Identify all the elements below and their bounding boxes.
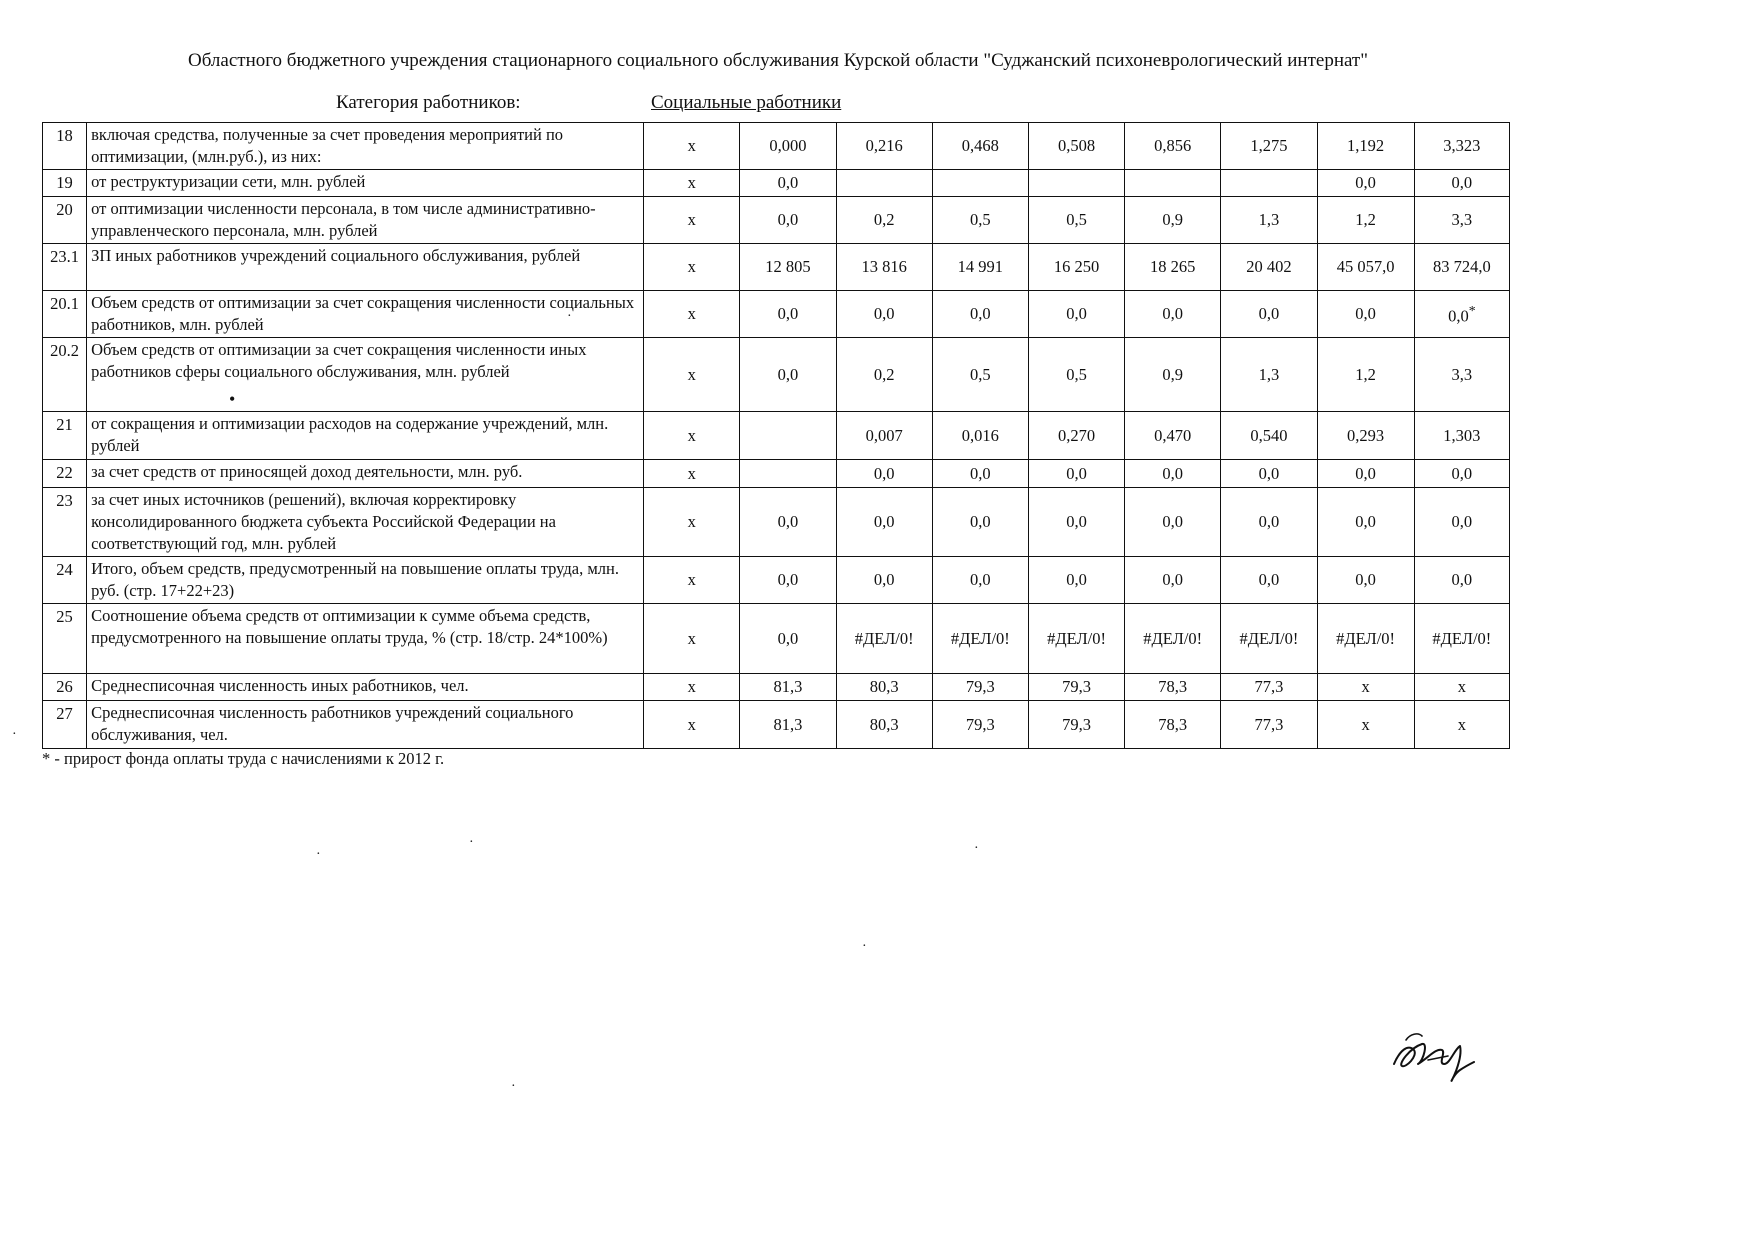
- cell-value: 80,3: [836, 674, 932, 701]
- cell-value: 0,0: [1125, 291, 1221, 338]
- cell-value: 0,016: [932, 412, 1028, 460]
- cell-value: 0,0: [740, 557, 836, 604]
- cell-value: #ДЕЛ/0!: [1125, 604, 1221, 674]
- row-number: 20.2: [43, 338, 87, 412]
- cell-value: 1,3: [1221, 338, 1317, 412]
- category-label: Категория работников:: [336, 92, 521, 113]
- report-table: [42, 122, 1510, 749]
- cell-value: 0,5: [1028, 338, 1124, 412]
- cell-value: 45 057,0: [1317, 244, 1414, 291]
- cell-value: 0,0: [1028, 460, 1124, 488]
- row-description: Среднесписочная численность иных работников, чел.: [87, 674, 644, 701]
- cell-value: 0,0: [1221, 291, 1317, 338]
- table-row: [43, 244, 1510, 291]
- cell-value: 0,5: [932, 197, 1028, 244]
- cell-value: 16 250: [1028, 244, 1124, 291]
- cell-value: 77,3: [1221, 674, 1317, 701]
- cell-value: 0,0: [932, 460, 1028, 488]
- cell-value: 0,0: [1414, 170, 1509, 197]
- cell-value: 0,0: [1317, 557, 1414, 604]
- cell-value: 78,3: [1125, 674, 1221, 701]
- cell-value: 0,0: [1221, 460, 1317, 488]
- cell-value: #ДЕЛ/0!: [932, 604, 1028, 674]
- table-row: [43, 460, 1510, 488]
- cell-value: х: [1317, 674, 1414, 701]
- cell-value: 0,856: [1125, 123, 1221, 170]
- cell-value: 0,0: [1028, 488, 1124, 557]
- row-description: ЗП иных работников учреждений социального обслуживания, рублей: [87, 244, 644, 291]
- cell-value: 0,5: [1028, 197, 1124, 244]
- cell-value: х: [1317, 701, 1414, 749]
- cell-value: 3,323: [1414, 123, 1509, 170]
- scan-speck: ·: [469, 835, 474, 850]
- cell-value: 1,3: [1221, 197, 1317, 244]
- cell-value: х: [644, 291, 740, 338]
- row-description: включая средства, полученные за счет проведения мероприятий по оптимизации, (млн.руб.), из них:: [87, 123, 644, 170]
- cell-value: 0,0: [1028, 557, 1124, 604]
- row-description: от оптимизации численности персонала, в том числе административно-управленческого персонала, млн. рублей: [87, 197, 644, 244]
- row-number: 20.1: [43, 291, 87, 338]
- cell-value: [740, 412, 836, 460]
- cell-value: #ДЕЛ/0!: [1317, 604, 1414, 674]
- cell-value: 1,275: [1221, 123, 1317, 170]
- cell-value: х: [644, 674, 740, 701]
- row-number: 20: [43, 197, 87, 244]
- cell-value: 12 805: [740, 244, 836, 291]
- table-row: [43, 557, 1510, 604]
- cell-value: 0,0: [932, 488, 1028, 557]
- cell-value: 0,0: [836, 557, 932, 604]
- cell-value: 0,9: [1125, 197, 1221, 244]
- cell-value: [1414, 291, 1509, 338]
- scan-speck: ·: [511, 1079, 516, 1094]
- cell-value: 77,3: [1221, 701, 1317, 749]
- cell-value: 0,0: [740, 488, 836, 557]
- cell-value: 0,0: [1414, 488, 1509, 557]
- cell-value: 13 816: [836, 244, 932, 291]
- cell-value: [1125, 170, 1221, 197]
- scan-speck: ·: [974, 841, 979, 856]
- cell-value: 0,0: [1317, 460, 1414, 488]
- cell-value: 80,3: [836, 701, 932, 749]
- cell-value: 0,007: [836, 412, 932, 460]
- cell-value: 20 402: [1221, 244, 1317, 291]
- category-value: Социальные работники: [651, 92, 842, 113]
- cell-value: 0,0: [1317, 170, 1414, 197]
- cell-value: 0,0: [740, 338, 836, 412]
- cell-value: х: [1414, 674, 1509, 701]
- scan-speck: ·: [316, 847, 321, 862]
- cell-value: 14 991: [932, 244, 1028, 291]
- cell-value: #ДЕЛ/0!: [836, 604, 932, 674]
- cell-value: #ДЕЛ/0!: [1414, 604, 1509, 674]
- cell-value: 0,0: [1317, 488, 1414, 557]
- cell-value: 0,0: [1125, 557, 1221, 604]
- cell-value: 0,0: [740, 604, 836, 674]
- cell-value: 1,2: [1317, 338, 1414, 412]
- row-description: Объем средств от оптимизации за счет сокращения численности иных работников сферы социального обслуживания, млн. рублей: [87, 338, 644, 412]
- cell-value: 0,0: [740, 197, 836, 244]
- cell-value: х: [644, 488, 740, 557]
- cell-value: 0,0: [1317, 291, 1414, 338]
- row-number: 22: [43, 460, 87, 488]
- row-number: 24: [43, 557, 87, 604]
- table-row: [43, 674, 1510, 701]
- table-row: [43, 604, 1510, 674]
- row-description: от сокращения и оптимизации расходов на содержание учреждений, млн. рублей: [87, 412, 644, 460]
- row-number: 25: [43, 604, 87, 674]
- cell-value: 0,508: [1028, 123, 1124, 170]
- cell-value: [836, 170, 932, 197]
- cell-value: [1028, 170, 1124, 197]
- cell-value: 78,3: [1125, 701, 1221, 749]
- cell-value: [932, 170, 1028, 197]
- cell-value: 0,0: [1125, 460, 1221, 488]
- cell-value: [1221, 170, 1317, 197]
- cell-value: 0,2: [836, 197, 932, 244]
- row-description: Соотношение объема средств от оптимизации к сумме объема средств, предусмотренного на повышение оплаты труда, % (стр. 18/стр. 24*100%): [87, 604, 644, 674]
- cell-value: 83 724,0: [1414, 244, 1509, 291]
- cell-value: х: [644, 412, 740, 460]
- table-row: [43, 197, 1510, 244]
- table-row: [43, 701, 1510, 749]
- cell-value: 0,0: [740, 291, 836, 338]
- table-row: [43, 412, 1510, 460]
- row-number: 27: [43, 701, 87, 749]
- row-number: 23.1: [43, 244, 87, 291]
- cell-value: х: [644, 557, 740, 604]
- cell-value: 0,216: [836, 123, 932, 170]
- asterisk-mark: *: [1468, 303, 1476, 319]
- cell-value: 79,3: [1028, 701, 1124, 749]
- cell-value: х: [644, 170, 740, 197]
- cell-value: 0,270: [1028, 412, 1124, 460]
- cell-value: 0,0: [740, 170, 836, 197]
- cell-value: х: [644, 197, 740, 244]
- row-description: за счет средств от приносящей доход деятельности, млн. руб.: [87, 460, 644, 488]
- cell-value: 0,0: [932, 291, 1028, 338]
- signature-icon: [1388, 1020, 1478, 1090]
- cell-value: 1,303: [1414, 412, 1509, 460]
- row-number: 23: [43, 488, 87, 557]
- cell-value: 81,3: [740, 701, 836, 749]
- row-number: 21: [43, 412, 87, 460]
- cell-value: 0,0: [1221, 488, 1317, 557]
- cell-value: 0,468: [932, 123, 1028, 170]
- cell-value: х: [644, 244, 740, 291]
- cell-value: 0,0: [1221, 557, 1317, 604]
- row-description: Среднесписочная численность работников учреждений социального обслуживания, чел.: [87, 701, 644, 749]
- cell-value: 0,5: [932, 338, 1028, 412]
- cell-value: 18 265: [1125, 244, 1221, 291]
- table-row: [43, 123, 1510, 170]
- cell-value: 0,0: [836, 460, 932, 488]
- cell-value: 1,192: [1317, 123, 1414, 170]
- cell-value: х: [644, 123, 740, 170]
- cell-value: #ДЕЛ/0!: [1028, 604, 1124, 674]
- cell-value: 0,293: [1317, 412, 1414, 460]
- cell-value: 0,540: [1221, 412, 1317, 460]
- scan-speck: ·: [12, 727, 17, 742]
- scan-speck: ·: [862, 939, 867, 954]
- cell-value: 0,2: [836, 338, 932, 412]
- cell-value: х: [644, 701, 740, 749]
- cell-value: 79,3: [932, 674, 1028, 701]
- row-description: Объем средств от оптимизации за счет сокращения численности социальных работников, млн. рублей: [87, 291, 644, 338]
- cell-value: 0,0: [1028, 291, 1124, 338]
- cell-value: 1,2: [1317, 197, 1414, 244]
- cell-value: 0,0: [836, 488, 932, 557]
- row-description: за счет иных источников (решений), включая корректировку консолидированного бюджета субъекта Российской Федерации на соответствующий год, млн. рублей: [87, 488, 644, 557]
- cell-value: 0,9: [1125, 338, 1221, 412]
- row-number: 19: [43, 170, 87, 197]
- cell-value: [740, 460, 836, 488]
- cell-value: х: [644, 338, 740, 412]
- report-table-body: [43, 123, 1510, 749]
- document-title: Областного бюджетного учреждения стационарного социального обслуживания Курской области "Суджанский психоневрологический интернат": [188, 50, 1368, 71]
- cell-value: #ДЕЛ/0!: [1221, 604, 1317, 674]
- row-number: 26: [43, 674, 87, 701]
- cell-value: 81,3: [740, 674, 836, 701]
- table-row: [43, 291, 1510, 338]
- footnote: * - прирост фонда оплаты труда с начислениями к 2012 г.: [42, 749, 445, 768]
- scan-speck: ·: [567, 309, 572, 324]
- table-row: [43, 338, 1510, 412]
- cell-value: 0,000: [740, 123, 836, 170]
- cell-value: 3,3: [1414, 197, 1509, 244]
- scan-speck: •: [229, 389, 236, 409]
- cell-value: 79,3: [1028, 674, 1124, 701]
- table-row: [43, 488, 1510, 557]
- row-description: от реструктуризации сети, млн. рублей: [87, 170, 644, 197]
- cell-value-text: 0,0: [1448, 306, 1469, 326]
- cell-value: 0,0: [1414, 460, 1509, 488]
- cell-value: 3,3: [1414, 338, 1509, 412]
- cell-value: х: [1414, 701, 1509, 749]
- row-description: Итого, объем средств, предусмотренный на повышение оплаты труда, млн. руб. (стр. 17+22+23): [87, 557, 644, 604]
- cell-value: 79,3: [932, 701, 1028, 749]
- cell-value: 0,0: [1125, 488, 1221, 557]
- cell-value: 0,0: [836, 291, 932, 338]
- cell-value: 0,470: [1125, 412, 1221, 460]
- cell-value: х: [644, 604, 740, 674]
- cell-value: 0,0: [1414, 557, 1509, 604]
- row-number: 18: [43, 123, 87, 170]
- cell-value: 0,0: [932, 557, 1028, 604]
- table-row: [43, 170, 1510, 197]
- cell-value: х: [644, 460, 740, 488]
